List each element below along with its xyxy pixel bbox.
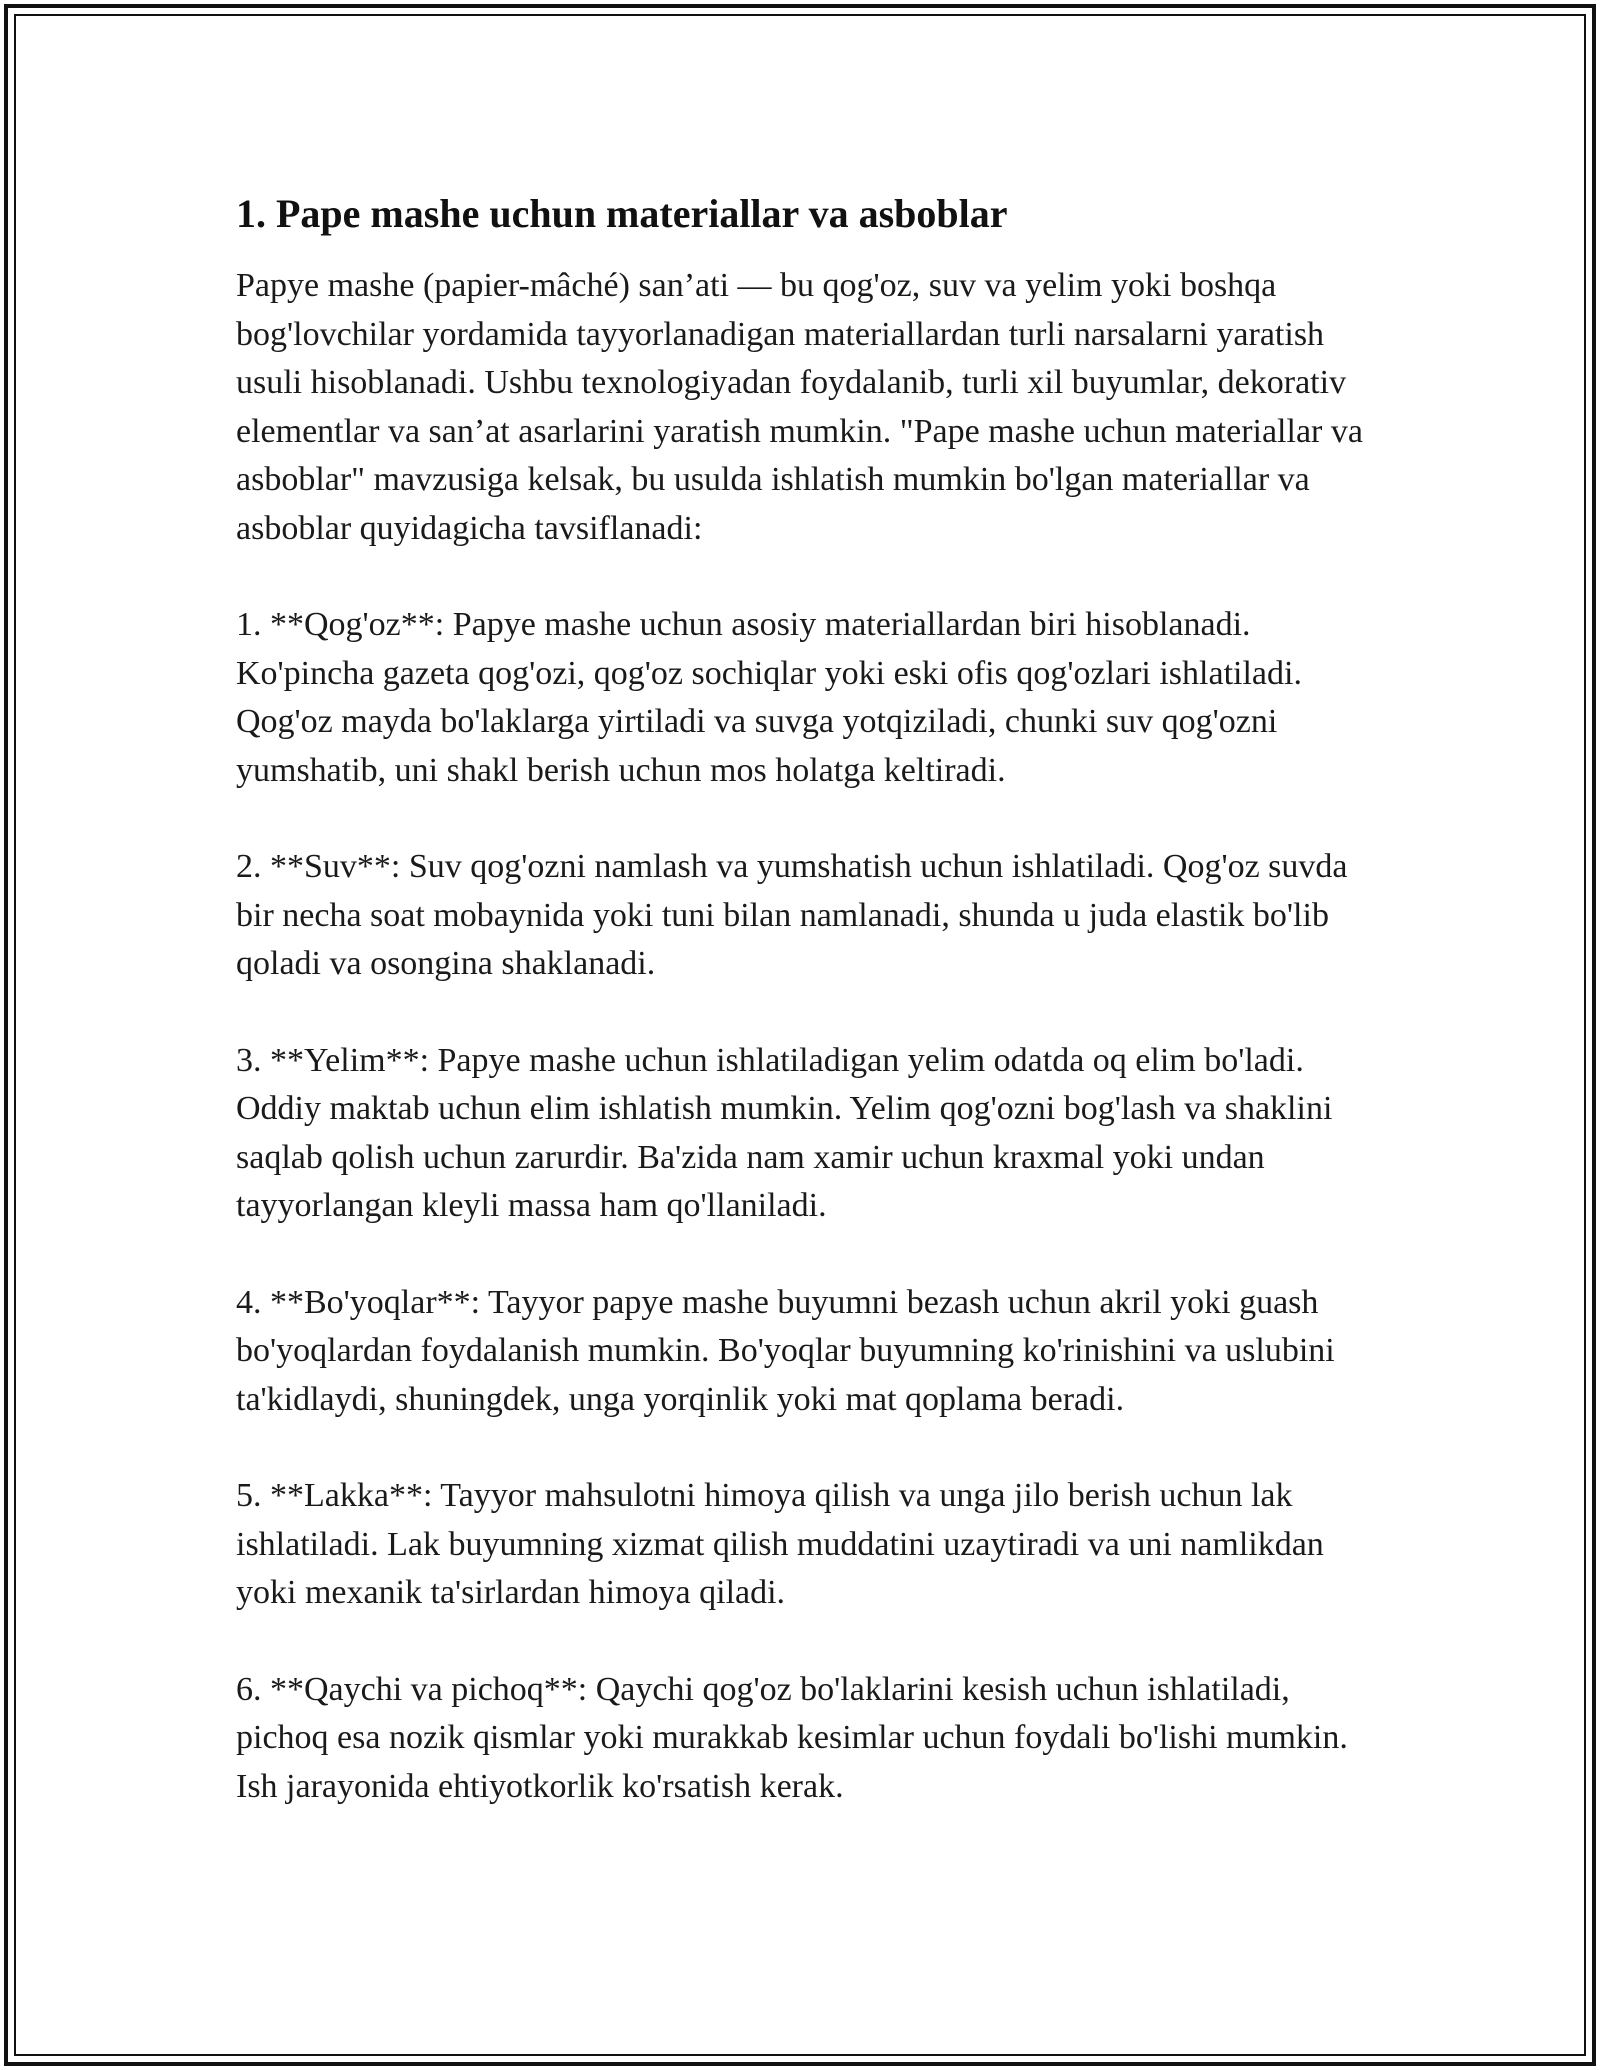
list-item-glue: 3. **Yelim**: Papye mashe uchun ishlatiladigan yelim odatda oq elim bo'ladi. Oddiy maktab uchun elim ishlatish mumkin. Yelim qog'ozni bog'lash va shaklini saqlab qolish uchun zarurdir. Ba'zida nam xamir uchun kraxmal yoki undan tayyorlangan kleyli massa ham qo'llaniladi. bbox=[236, 1041, 1333, 1224]
list-item-paints: 4. **Bo'yoqlar**: Tayyor papye mashe buyumni bezash uchun akril yoki guash bo'yoqlardan foydalanish mumkin. Bo'yoqlar buyumning ko'rinishini va uslubini ta'kidlaydi, shuningdek, unga yorqinlik yoki mat qoplama beradi. bbox=[236, 1283, 1335, 1418]
list-item-varnish: 5. **Lakka**: Tayyor mahsulotni himoya qilish va unga jilo berish uchun lak ishlatiladi. Lak buyumning xizmat qilish muddatini uzaytiradi va uni namlikdan yoki mexanik ta'sirlardan himoya qiladi. bbox=[236, 1477, 1324, 1611]
document-page bbox=[236, 186, 1376, 1859]
section-heading: 1. Pape mashe uchun materiallar va asboblar bbox=[236, 191, 1008, 236]
list-item-water: 2. **Suv**: Suv qog'ozni namlash va yumshatish uchun ishlatiladi. Qog'oz suvda bir necha soat mobaynida yoki tuni bilan namlanadi, shunda u juda elastik bo'lib qoladi va osongina shaklanadi. bbox=[236, 848, 1348, 982]
intro-paragraph: Papye mashe (papier-mâché) san’ati — bu qog'oz, suv va yelim yoki boshqa bog'lovchilar yordamida tayyorlanadigan materiallardan turli narsalarni yaratish usuli hisoblanadi. Ushbu texnologiyadan foydalanib, turli xil buyumlar, dekorativ elementlar va san’at asarlarini yaratish mumkin. "Pape mashe uchun materiallar va asboblar" mavzusiga kelsak, bu usulda ishlatish mumkin bo'lgan materiallar va asboblar quyidagicha tavsiflanadi: bbox=[236, 267, 1363, 547]
list-item-paper: 1. **Qog'oz**: Papye mashe uchun asosiy materiallardan biri hisoblanadi. Ko'pincha gazeta qog'ozi, qog'oz sochiqlar yoki eski ofis qog'ozlari ishlatiladi. Qog'oz mayda bo'laklarga yirtiladi va suvga yotqiziladi, chunki suv qog'ozni yumshatib, uni shakl berish uchun mos holatga keltiradi. bbox=[236, 606, 1302, 789]
list-item-scissors-knife: 6. **Qaychi va pichoq**: Qaychi qog'oz bo'laklarini kesish uchun ishlatiladi, pichoq esa nozik qismlar yoki murakkab kesimlar uchun foydali bo'lishi mumkin. Ish jarayonida ehtiyotkorlik ko'rsatish kerak. bbox=[236, 1670, 1348, 1805]
